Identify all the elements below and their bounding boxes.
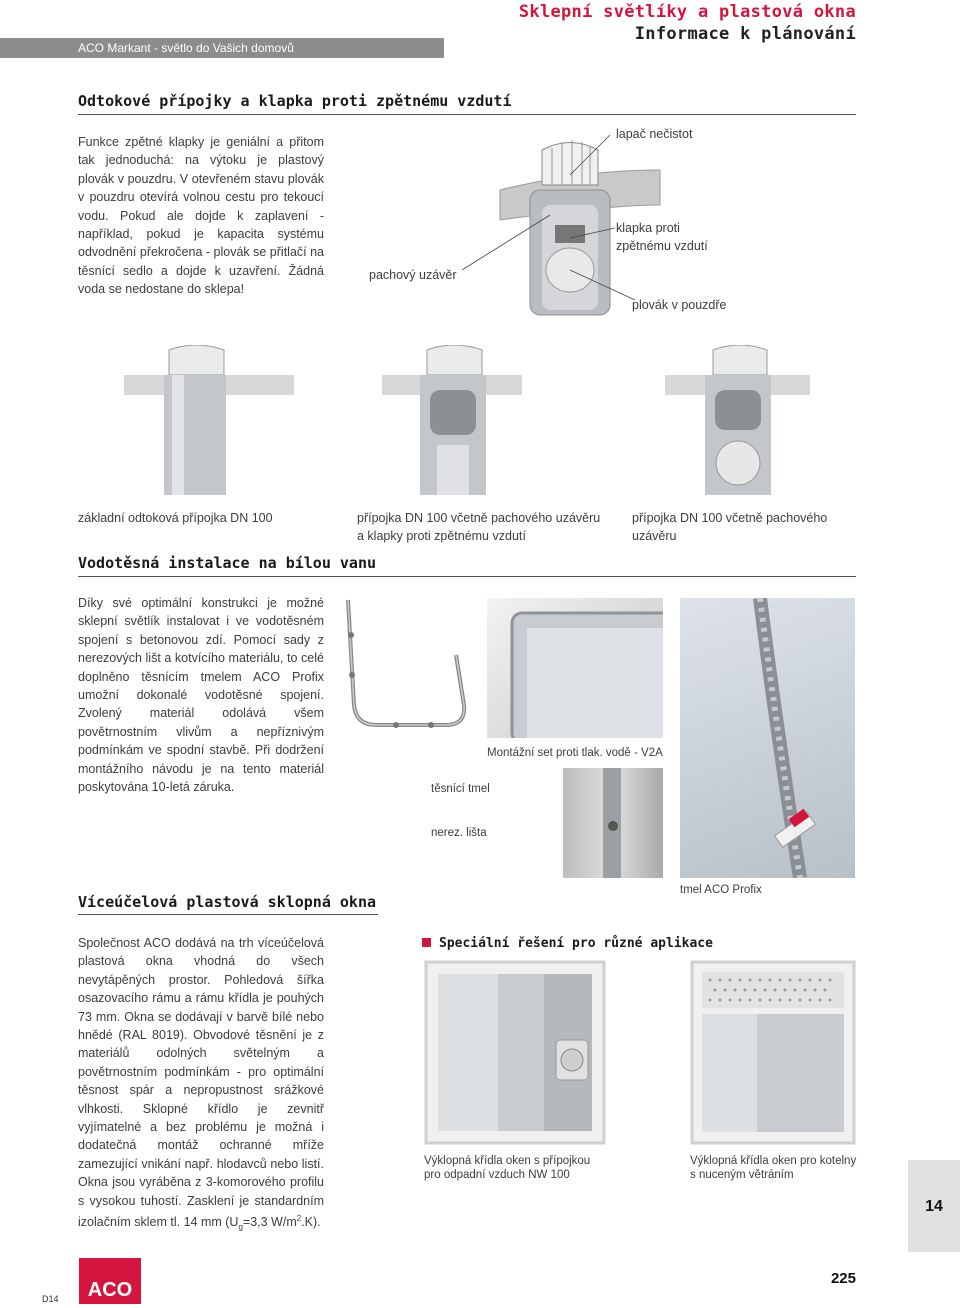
label-klapka: klapka proti zpětnému vzdutí bbox=[616, 221, 708, 253]
section3-text-sub: g bbox=[238, 1222, 243, 1232]
window-seal-photo bbox=[487, 598, 663, 738]
section3-title: Víceúčelová plastová sklopná okna bbox=[78, 893, 377, 911]
page-number: 225 bbox=[830, 1270, 856, 1287]
window-photo-1 bbox=[424, 960, 606, 1145]
label-montazni: Montážní set proti tlak. vodě - V2A bbox=[487, 747, 663, 759]
section3-rule bbox=[78, 914, 378, 915]
caption-window-2-line1: Výklopná křídla oken pro kotelny bbox=[690, 1155, 857, 1167]
section2-title: Vodotěsná instalace na bílou vanu bbox=[78, 554, 377, 572]
caption-window-1 bbox=[424, 1154, 590, 1182]
drain-photo-3 bbox=[665, 345, 810, 495]
steel-strip-photo bbox=[563, 768, 663, 878]
section3-text-tail: .K). bbox=[301, 1215, 321, 1230]
section1-title: Odtokové přípojky a klapka proti zpětnému vzdutí bbox=[78, 92, 512, 110]
header-bar bbox=[0, 38, 444, 58]
caption-window-1-line2: pro odpadní vzduch NW 100 bbox=[424, 1169, 570, 1181]
aco-logo-text: ACO bbox=[87, 1279, 133, 1301]
label-lapac: lapač nečistot bbox=[616, 127, 693, 141]
section3-text-end: =3,3 W/m bbox=[242, 1215, 297, 1230]
label-tmel: tmel ACO Profix bbox=[680, 884, 762, 896]
chapter-tab bbox=[908, 1160, 960, 1252]
header-bar-text: ACO Markant - světlo do Vašich domovů bbox=[78, 41, 294, 55]
profix-photo bbox=[680, 598, 855, 878]
leader-lines bbox=[440, 120, 640, 320]
header-title: Sklepní světlíky a plastová okna bbox=[518, 2, 856, 22]
caption-drain-3: přípojka DN 100 včetně pachového uzávěru bbox=[632, 511, 828, 543]
label-tesnici: těsnící tmel bbox=[431, 783, 490, 795]
caption-drain-2: přípojka DN 100 včetně pachového uzávěru a klapky proti zpětnému vzdutí bbox=[357, 511, 601, 543]
section2-rule bbox=[78, 576, 856, 577]
section3-text-main: Společnost ACO dodává na trh víceúčelová plastová okna vhodná do všech nevytápěných prostor. Pohledová šířka osazovacího rámu a rámu křídla je pouhých 73 mm. Okna se dodávají v barvě bílé nebo hnědé (RAL 8019). Obvodové těsnění je z materiálů odolných světelným a povětrnostním podmínkám - pro optimální těsnost spár a nepropustnost srážkové vlhkosti. Sklopné křídlo je zevnitř vyjímatelné a bez problému je možná i dodatečná montáž ochranné mříže zamezující vnikání např. hlodavců nebo listí. Okna jsou vyráběna z 3-komorového profilu s vysokou tuhostí. Zasklení je standardním izolačním sklem tl. 14 mm (U bbox=[78, 936, 324, 1230]
drain-photo-2 bbox=[382, 345, 522, 495]
drain-photo-1 bbox=[124, 345, 294, 495]
caption-window-2-line2: s nuceným větráním bbox=[690, 1169, 794, 1181]
label-pachovy: pachový uzávěr bbox=[369, 268, 457, 282]
special-title: Speciální řešení pro různé aplikace bbox=[439, 936, 713, 951]
section1-text: Funkce zpětné klapky je geniální a přitom tak jednoduchá: na výtoku je plastový plovák v pouzdru. V otevřeném stavu plovák v pouzdru otevírá volnou cestu pro tekoucí vodu. Pokud ale dojde k zaplavení - například, pokud je kapacita systému odvodnění překročena - plovák se přitlačí na těsnící sedlo a dojde k uzavření. Žádná voda se nedostane do sklepa! bbox=[78, 135, 324, 297]
caption-window-1-line1: Výklopná křídla oken s přípojkou bbox=[424, 1155, 591, 1167]
window-photo-2 bbox=[690, 960, 856, 1145]
doc-code: D14 bbox=[42, 1294, 59, 1304]
aco-logo bbox=[79, 1258, 141, 1304]
caption-drain-1: základní odtoková přípojka DN 100 bbox=[78, 511, 273, 525]
special-heading bbox=[422, 934, 713, 952]
section3-text bbox=[78, 934, 324, 1237]
chapter-tab-number: 14 bbox=[925, 1198, 943, 1215]
section2-text: Díky své optimální konstrukci je možné sklepní světlík instalovat i ve vodotěsném spojení s betonovou zdí. Pomocí sady z nerezových lišt a kotvícího materiálu, to celé doplněno těsnícím tmelem ACO Profix umožní dokonalé vodotěsné spojení. Zvolený materiál odolává všem povětrnostním vlivům a nepříznivým podmínkám ve spodní stavbě. Při dodržení montážního návodu je na tento materiál poskytována 10-letá záruka. bbox=[78, 596, 324, 795]
caption-window-2 bbox=[690, 1154, 856, 1182]
section3-text-sup: 2 bbox=[296, 1214, 302, 1224]
section1-rule bbox=[78, 114, 856, 115]
steel-strip-illustration bbox=[336, 595, 476, 775]
red-square-icon bbox=[422, 938, 431, 947]
label-nerez: nerez. lišta bbox=[431, 827, 487, 839]
label-plovak: plovák v pouzdře bbox=[632, 298, 727, 312]
header-subtitle: Informace k plánování bbox=[634, 24, 856, 44]
